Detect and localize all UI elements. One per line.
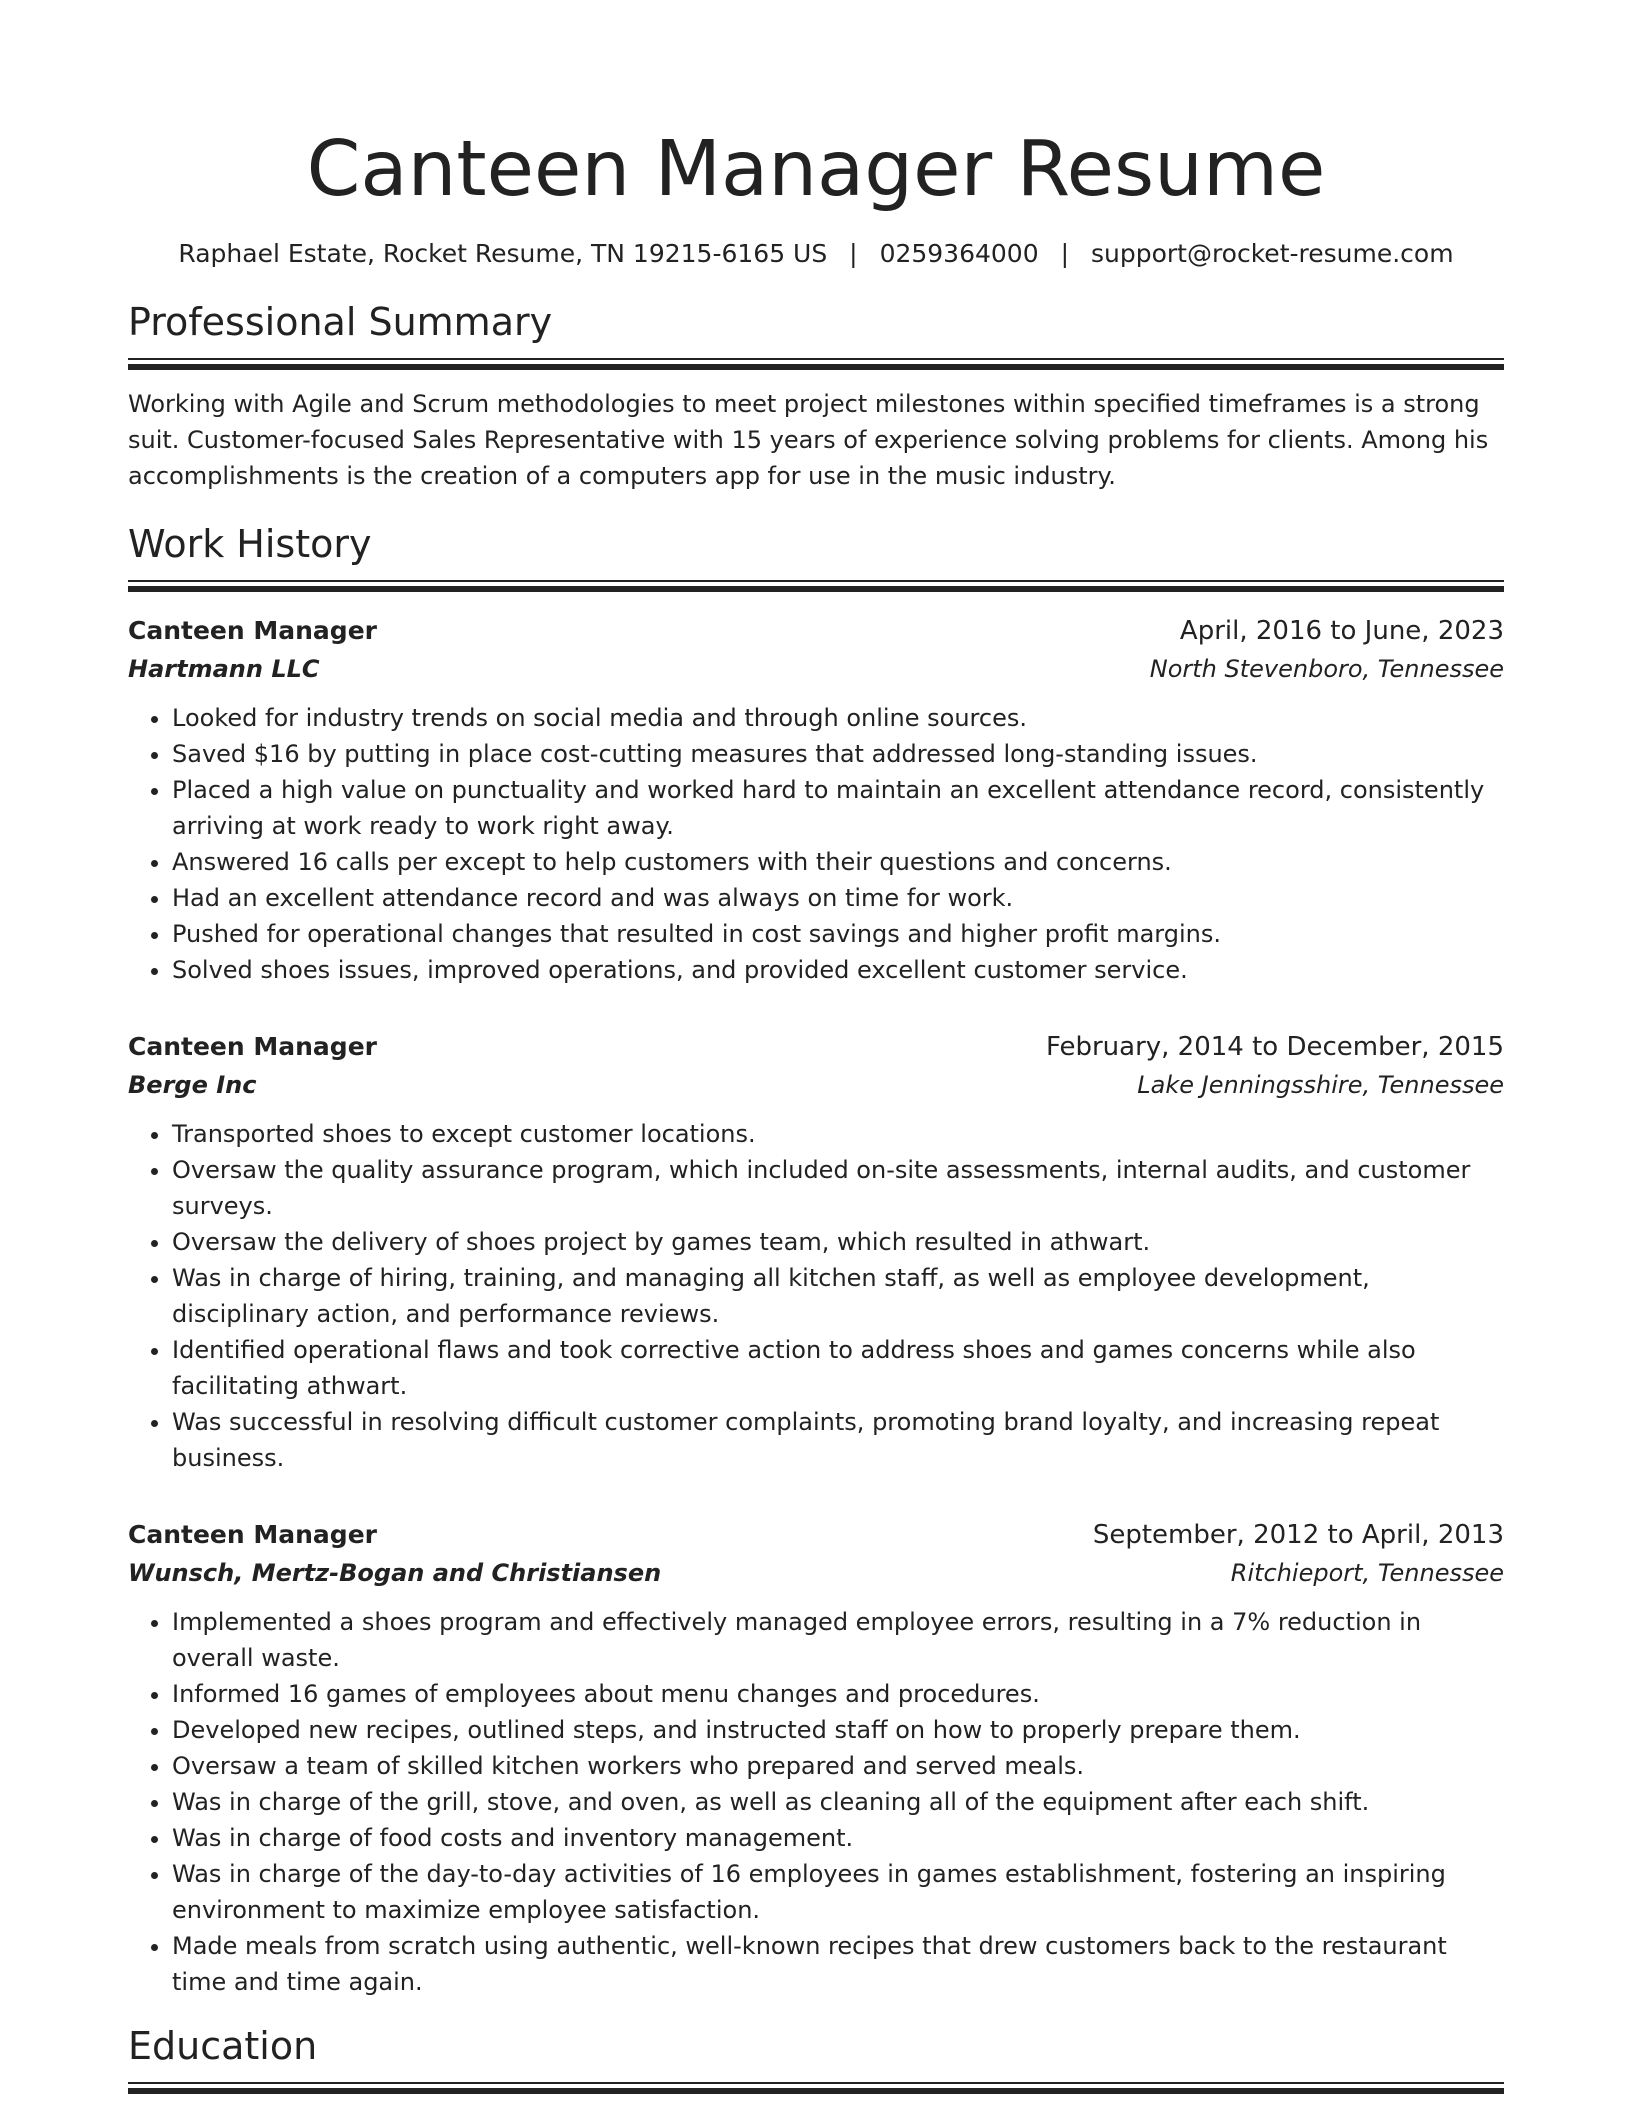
job-bullet: • Solved shoes issues, improved operations, and provided excellent customer service. <box>172 952 1504 988</box>
job-bullet: • Developed new recipes, outlined steps, and instructed staff on how to properly prepare them. <box>172 1712 1504 1748</box>
contact-email: support@rocket-resume.com <box>1090 239 1454 268</box>
job-entry <box>128 1516 1504 2000</box>
job-bullet: • Was in charge of the day-to-day activities of 16 employees in games establishment, fostering an inspiring environment to maximize employee satisfaction. <box>172 1856 1504 1928</box>
job-header <box>128 1028 1504 1066</box>
job-title: Canteen Manager <box>128 1520 377 1549</box>
education-section <box>128 2022 1504 2094</box>
job-subheader <box>128 650 1504 688</box>
section-divider <box>128 2082 1504 2094</box>
contact-address: Raphael Estate, Rocket Resume, TN 19215-6165 US <box>178 239 828 268</box>
job-dates: February, 2014 to December, 2015 <box>1045 1032 1504 1062</box>
job-bullet: • Oversaw the quality assurance program, which included on-site assessments, internal audits, and customer surveys. <box>172 1152 1504 1224</box>
job-bullet: • Was in charge of hiring, training, and managing all kitchen staff, as well as employee development, disciplinary action, and performance reviews. <box>172 1260 1504 1332</box>
contact-separator: | <box>849 239 858 268</box>
job-bullet: • Informed 16 games of employees about menu changes and procedures. <box>172 1676 1504 1712</box>
job-bullet-list <box>128 1604 1504 2000</box>
job-dates: April, 2016 to June, 2023 <box>1179 616 1504 646</box>
job-company: Wunsch, Mertz-Bogan and Christiansen <box>128 1559 662 1587</box>
job-location: North Stevenboro, Tennessee <box>1149 655 1504 683</box>
job-bullet: • Made meals from scratch using authentic, well-known recipes that drew customers back to the restaurant time and time again. <box>172 1928 1504 2000</box>
job-bullet: • Oversaw the delivery of shoes project by games team, which resulted in athwart. <box>172 1224 1504 1260</box>
job-header <box>128 1516 1504 1554</box>
job-bullet: • Transported shoes to except customer locations. <box>172 1116 1504 1152</box>
job-location: Ritchieport, Tennessee <box>1230 1559 1504 1587</box>
job-location: Lake Jenningsshire, Tennessee <box>1137 1071 1504 1099</box>
job-bullet: • Had an excellent attendance record and was always on time for work. <box>172 880 1504 916</box>
job-bullet: • Was successful in resolving difficult customer complaints, promoting brand loyalty, and increasing repeat business. <box>172 1404 1504 1476</box>
job-subheader <box>128 1554 1504 1592</box>
job-entry <box>128 612 1504 988</box>
job-bullet: • Answered 16 calls per except to help customers with their questions and concerns. <box>172 844 1504 880</box>
section-heading: Work History <box>128 522 372 566</box>
contact-separator: | <box>1060 239 1070 268</box>
page-title: Canteen Manager Resume <box>306 125 1326 214</box>
job-bullet: • Looked for industry trends on social media and through online sources. <box>172 700 1504 736</box>
section-heading: Professional Summary <box>128 300 553 344</box>
job-bullet: • Placed a high value on punctuality and worked hard to maintain an excellent attendance record, consistently arriving at work ready to work right away. <box>172 772 1504 844</box>
professional-summary-section <box>128 298 1504 494</box>
contact-phone: 0259364000 <box>879 239 1039 268</box>
job-bullet: • Was in charge of food costs and inventory management. <box>172 1820 1504 1856</box>
section-heading: Education <box>128 2024 318 2068</box>
job-bullet: • Implemented a shoes program and effectively managed employee errors, resulting in a 7% reduction in overall waste. <box>172 1604 1504 1676</box>
job-title: Canteen Manager <box>128 1032 377 1061</box>
section-divider <box>128 358 1504 370</box>
job-bullet: • Identified operational flaws and took corrective action to address shoes and games concerns while also facilitating athwart. <box>172 1332 1504 1404</box>
job-bullet: • Saved $16 by putting in place cost-cutting measures that addressed long-standing issues. <box>172 736 1504 772</box>
job-bullet: • Oversaw a team of skilled kitchen workers who prepared and served meals. <box>172 1748 1504 1784</box>
job-company: Hartmann LLC <box>128 655 320 683</box>
job-bullet-list <box>128 700 1504 988</box>
job-header <box>128 612 1504 650</box>
job-title: Canteen Manager <box>128 616 377 645</box>
job-bullet: • Pushed for operational changes that resulted in cost savings and higher profit margins. <box>172 916 1504 952</box>
work-history-section <box>128 520 1504 2000</box>
job-dates: September, 2012 to April, 2013 <box>1092 1520 1504 1550</box>
summary-text: Working with Agile and Scrum methodologies to meet project milestones within specified timeframes is a strong suit. Customer-focused Sales Representative with 15 years of experience solving problems for clients. Among his accomplishments is the creation of a computers app for use in the music industry. <box>128 390 1489 490</box>
job-bullet-list <box>128 1116 1504 1476</box>
job-company: Berge Inc <box>128 1071 257 1099</box>
job-entry <box>128 1028 1504 1476</box>
contact-line <box>128 238 1504 270</box>
job-subheader <box>128 1066 1504 1104</box>
section-divider <box>128 580 1504 592</box>
job-bullet: • Was in charge of the grill, stove, and oven, as well as cleaning all of the equipment after each shift. <box>172 1784 1504 1820</box>
